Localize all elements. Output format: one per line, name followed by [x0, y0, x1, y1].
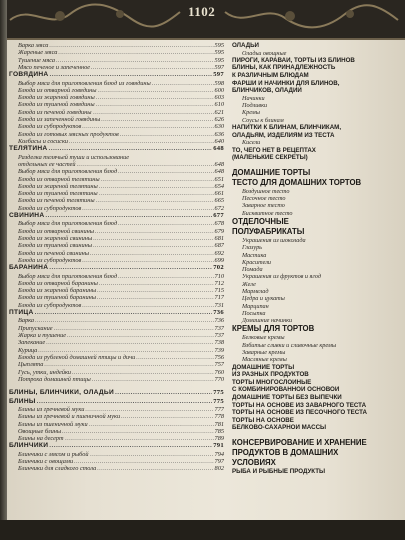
dot-leader [77, 161, 214, 168]
toc-entry: Заварное тесто [242, 202, 285, 210]
toc-section-heading [9, 389, 224, 397]
toc-entry: Белковые кремы [242, 334, 285, 342]
dot-leader [69, 138, 214, 145]
toc-entry-title: Цыплята [18, 361, 44, 369]
dot-leader [49, 442, 212, 450]
toc-entry [9, 458, 224, 465]
toc-page-number: 775 [213, 397, 224, 405]
header-ornament-band [0, 0, 405, 40]
toc-section-heading [9, 145, 224, 153]
toc-entry: Украшения из шоколада [242, 236, 306, 244]
dot-leader [62, 428, 213, 435]
dot-leader [54, 325, 214, 332]
toc-entry-title: Блюда из жареной телятины [18, 182, 98, 190]
toc-page-number: 677 [213, 212, 224, 220]
toc-entry [9, 220, 224, 227]
toc-page-number: 797 [214, 458, 224, 466]
toc-section-heading [9, 264, 224, 272]
toc-entry [9, 339, 224, 346]
toc-page-number: 678 [214, 220, 224, 228]
dot-leader [82, 123, 213, 130]
toc-section-heading: ДОМАШНИЕ ТОРТЫ БЕЗ ВЫПЕЧКИ [232, 394, 342, 402]
dot-leader [82, 257, 213, 264]
toc-page-number: 794 [214, 450, 224, 458]
toc-entry-title: Выбор мяса для приготовления блюд [18, 220, 118, 228]
dot-leader [49, 71, 212, 79]
toc-entry: Красители [242, 258, 271, 266]
toc-page-number: 802 [214, 465, 224, 473]
toc-entry-title: Мясо печеное и запеченное [18, 63, 91, 71]
toc-page-number: 636 [214, 130, 224, 138]
toc-entry [9, 161, 224, 168]
toc-entry: Песочное тесто [242, 195, 286, 203]
toc-entry-title: Блюда из готовых мясных продуктов [18, 130, 119, 138]
toc-page-number: 595 [214, 49, 224, 57]
toc-entry: Начинки [242, 94, 265, 102]
toc-section-heading: (МАЛЕНЬКИЕ СЕКРЕТЫ) [232, 154, 308, 162]
toc-entry [9, 94, 224, 101]
toc-entry-title: Припускание [18, 324, 53, 332]
toc-entry [9, 406, 224, 413]
toc-entry-title: БЛИНЫ, БЛИНЧИКИ, ОЛАДЬИ [9, 389, 114, 397]
toc-entry: Желе [242, 280, 256, 288]
toc-page-number: 595 [214, 42, 224, 49]
toc-page-number: 661 [214, 190, 224, 198]
toc-entry [9, 235, 224, 242]
dot-leader [93, 235, 213, 242]
toc-entry-title: Блюда из субпродуктов [18, 123, 82, 131]
toc-section-heading: БЛИНЧИКОВ, ОЛАДИЙ [232, 87, 302, 95]
toc-page-number: 778 [214, 413, 224, 421]
toc-chapter-heading: ПОЛУФАБРИКАТЫ [232, 226, 305, 236]
dot-leader [118, 168, 213, 175]
toc-section-heading [9, 398, 224, 406]
toc-entry-title: Гусь, утки, индейки [18, 368, 72, 376]
toc-entry-title: Тушение мяса [18, 56, 56, 64]
dot-leader [91, 64, 214, 71]
dot-leader [58, 49, 213, 56]
dot-leader [38, 347, 213, 354]
toc-page-number: 738 [214, 339, 224, 347]
toc-section-heading [9, 309, 224, 317]
toc-page-number: 702 [213, 264, 224, 272]
toc-section-heading: ОЛАДЬИ [232, 42, 260, 49]
toc-page-number: 791 [213, 442, 224, 450]
toc-entry-title: Блюда из запеченной говядины [18, 116, 101, 124]
dot-leader [49, 42, 213, 49]
toc-entry [9, 376, 224, 383]
toc-left-column [9, 42, 224, 473]
toc-entry [9, 49, 224, 56]
toc-page-number: 736 [213, 309, 224, 317]
toc-entry-title: Колбасы и сосиски [18, 137, 69, 145]
toc-entry-title: Блюда из тушеной баранины [18, 294, 96, 302]
toc-section-heading: ПИРОГИ, КАРАВАИ, ТОРТЫ ИЗ БЛИНОВ [232, 56, 355, 64]
toc-page-number: 781 [214, 420, 224, 428]
dot-leader [90, 250, 214, 257]
toc-entry-title: Блюда из отварной свинины [18, 227, 95, 235]
dot-leader [101, 116, 213, 123]
dot-leader [93, 109, 214, 116]
toc-page-number: 712 [214, 279, 224, 287]
toc-right-column [230, 42, 402, 476]
toc-entry-title: ГОВЯДИНА [9, 71, 49, 79]
toc-entry-title: Блюда из субпродуктов [18, 204, 82, 212]
toc-entry [9, 354, 224, 361]
toc-entry-title: Блюда из отварной говядины [18, 86, 97, 94]
toc-entry: Мастика [242, 251, 267, 259]
toc-entry [9, 154, 224, 161]
toc-chapter-heading: ДОМАШНИЕ ТОРТЫ [232, 167, 311, 177]
toc-section-heading [9, 442, 224, 450]
toc-entry-title: Овощные блины [18, 427, 62, 435]
dot-leader [120, 131, 214, 138]
toc-entry [9, 131, 224, 138]
toc-page-number: 630 [214, 123, 224, 131]
toc-entry-title: БЛИНЧИКИ [9, 442, 49, 450]
toc-entry [9, 183, 224, 190]
toc-section-heading: НАПИТКИ К БЛИНАМ, БЛИНЧИКАМ, [232, 124, 342, 132]
toc-entry [9, 273, 224, 280]
toc-page-number: 777 [214, 405, 224, 413]
toc-entry-title: Потроха домашней птицы [18, 375, 91, 383]
toc-page-number: 651 [214, 175, 224, 183]
dot-leader [93, 242, 213, 249]
toc-entry-title: Варка мяса [18, 42, 49, 49]
toc-entry [9, 190, 224, 197]
dot-leader [152, 80, 214, 87]
toc-entry [9, 109, 224, 116]
dot-leader [136, 354, 213, 361]
toc-section-heading: К РАЗЛИЧНЫМ БЛЮДАМ [232, 72, 309, 80]
dot-leader [96, 101, 214, 108]
toc-entry-title: Блюда из жареной баранины [18, 287, 97, 295]
toc-page-number: 640 [214, 137, 224, 145]
toc-entry [9, 361, 224, 368]
toc-entry-title: Блюда из тушеной говядины [18, 101, 95, 109]
toc-chapter-heading: КОНСЕРВИРОВАНИЕ И ХРАНЕНИЕ [232, 438, 367, 447]
toc-page-number: 600 [214, 86, 224, 94]
toc-entry-title: Блинчики с овощами [18, 458, 74, 466]
dot-leader [115, 389, 212, 397]
toc-entry: Оладьи овощные [242, 49, 287, 57]
dot-leader [99, 183, 214, 190]
dot-leader [101, 176, 214, 183]
toc-entry-title: Выбор мяса для приготовления блюд [18, 168, 118, 176]
toc-entry [9, 280, 224, 287]
toc-entry-title: Блюда из тушеной телятины [18, 190, 98, 198]
toc-entry [9, 80, 224, 87]
toc-section-heading: ТОРТЫ МНОГОСЛОЙНЫЕ [232, 378, 312, 386]
book-spine-edge [0, 0, 7, 540]
toc-page-number: 665 [214, 197, 224, 205]
dot-leader [99, 280, 214, 287]
dot-leader [92, 376, 214, 383]
toc-page-number: 610 [214, 101, 224, 109]
toc-entry [9, 325, 224, 332]
toc-entry: Взбитые сливки и сливочные кремы [242, 341, 337, 349]
dot-leader [96, 197, 214, 204]
toc-entry [9, 332, 224, 339]
toc-entry-title: Жарка и тушение [18, 332, 67, 340]
dot-leader [98, 87, 214, 94]
toc-entry-title: Блюда из печеной свинины [18, 249, 89, 257]
dot-leader [89, 421, 214, 428]
dot-leader [67, 332, 213, 339]
toc-page-number: 597 [213, 71, 224, 79]
toc-section-heading: ФАРШИ И НАЧИНКИ ДЛЯ БЛИНОВ, [232, 79, 340, 87]
toc-entry-title: Разделка телячьей туши и использование [18, 153, 130, 161]
toc-page-number: 739 [214, 346, 224, 354]
toc-section-heading: ТОРТЫ НА ОСНОВЕ ИЗ ПЕСОЧНОГО ТЕСТА [232, 409, 367, 417]
toc-entry-title: Блинчики для сладкого стола [18, 465, 97, 473]
toc-entry: Соусы к блинам [242, 116, 284, 124]
toc-entry [9, 205, 224, 212]
toc-entry-title: Блинчики с мясом и рыбой [18, 450, 89, 458]
toc-section-heading: БЛИНЫ, КАК ПРИНАДЛЕЖНОСТЬ [232, 64, 336, 72]
toc-page-number: 715 [214, 287, 224, 295]
toc-page-number: 760 [214, 368, 224, 376]
toc-entry: Украшения из фруктов и ягод [242, 273, 321, 281]
toc-page-number: 648 [214, 168, 224, 176]
toc-entry-title: Блюда из отварной телятины [18, 175, 100, 183]
toc-entry [9, 302, 224, 309]
toc-entry: Глазурь [242, 244, 263, 252]
toc-entry [9, 168, 224, 175]
page-number: 1102 [188, 4, 216, 19]
toc-entry: Мармелад [242, 287, 269, 295]
dot-leader [56, 57, 213, 64]
toc-page-number: 699 [214, 256, 224, 264]
dot-leader [49, 264, 212, 272]
dot-leader [82, 302, 213, 309]
dot-leader [46, 339, 213, 346]
dot-leader [97, 287, 213, 294]
toc-page-number: 679 [214, 227, 224, 235]
footer-ornament-band [0, 520, 405, 540]
dot-leader [85, 406, 213, 413]
toc-entry [9, 123, 224, 130]
dot-leader [45, 212, 212, 220]
toc-section-heading [9, 71, 224, 79]
toc-entry-title: БАРАНИНА [9, 264, 49, 272]
toc-entry-title: Блюда из печеной телятины [18, 197, 95, 205]
toc-entry [9, 257, 224, 264]
toc-entry [9, 228, 224, 235]
toc-entry-title: ТЕЛЯТИНА [9, 145, 48, 153]
toc-entry [9, 138, 224, 145]
dot-leader [72, 369, 213, 376]
toc-entry [9, 287, 224, 294]
toc-entry-title: Блины на десерт [18, 435, 64, 443]
toc-entry-title: Курица [18, 346, 38, 354]
toc-chapter-heading: ПРОДУКТОВ В ДОМАШНИХ [232, 448, 339, 457]
toc-page-number: 687 [214, 242, 224, 250]
toc-section-heading: ИЗ РАЗНЫХ ПРОДУКТОВ [232, 371, 309, 379]
toc-page-number: 756 [214, 353, 224, 361]
toc-entry-title: Жареные мяса [18, 49, 58, 57]
toc-entry-title: БЛИНЫ [9, 397, 36, 405]
toc-entry [9, 421, 224, 428]
toc-entry-title: Блюда из жареной свинины [18, 235, 93, 242]
toc-page-number: 654 [214, 182, 224, 190]
toc-entry [9, 101, 224, 108]
toc-entry-title: Блюда из отварной баранины [18, 279, 98, 287]
toc-page-number: 621 [214, 108, 224, 116]
toc-chapter-heading: ТЕСТО ДЛЯ ДОМАШНИХ ТОРТОВ [232, 177, 362, 187]
toc-chapter-heading: ОТДЕЛОЧНЫЕ [232, 216, 289, 226]
toc-page-number: 737 [214, 324, 224, 332]
toc-page-number: 775 [213, 389, 224, 397]
dot-leader [44, 361, 213, 368]
dot-leader [95, 228, 214, 235]
toc-entry [9, 87, 224, 94]
toc-entry: Помада [242, 266, 263, 274]
dot-leader [118, 220, 213, 227]
toc-section-heading: БЕЛКОВО-САХАРНОЙ МАССЫ [232, 424, 327, 432]
toc-entry [9, 250, 224, 257]
toc-entry-title: Блины из гречневой и пшеничной муки [18, 413, 121, 421]
dot-leader [82, 205, 213, 212]
toc-entry [9, 57, 224, 64]
dot-leader [74, 458, 213, 465]
toc-page-number: 757 [214, 361, 224, 369]
toc-entry [9, 294, 224, 301]
toc-entry: Заварные кремы [242, 349, 286, 357]
toc-entry [9, 242, 224, 249]
toc-page-number: 785 [214, 427, 224, 435]
dot-leader [121, 413, 213, 420]
toc-entry-title: Блюда из субпродуктов [18, 256, 82, 264]
toc-entry-title: Блюда из тушеной свинины [18, 242, 93, 250]
toc-entry-title: Запекание [18, 339, 46, 347]
toc-page-number: 692 [214, 249, 224, 257]
toc-page-number: 598 [214, 79, 224, 87]
toc-entry [9, 413, 224, 420]
toc-section-heading: ДОМАШНИЕ ТОРТЫ [232, 363, 295, 371]
toc-entry [9, 116, 224, 123]
toc-section-heading: ТОРТЫ НА ОСНОВЕ [232, 416, 294, 424]
toc-page-number: 648 [213, 145, 224, 153]
toc-page-number: 597 [214, 63, 224, 71]
dot-leader [35, 317, 213, 324]
toc-page-number: 717 [214, 294, 224, 302]
dot-leader [48, 145, 212, 153]
toc-entry [9, 369, 224, 376]
toc-entry: Кремы [242, 109, 260, 117]
toc-entry [9, 317, 224, 324]
toc-entry [9, 42, 224, 49]
dot-leader [65, 435, 214, 442]
toc-section-heading: ТОРТЫ НА ОСНОВЕ ИЗ ЗАВАРНОГО ТЕСТА [232, 401, 367, 409]
toc-entry: Посыпка [242, 309, 266, 317]
toc-entry [9, 428, 224, 435]
toc-entry-title: Варка [18, 317, 35, 325]
toc-entry-title: Блюда из жареной говядины [18, 94, 95, 102]
toc-entry-title: Выбор мяса для приготовления блюд [18, 272, 118, 280]
dot-leader [97, 465, 213, 472]
dot-leader [37, 398, 213, 406]
toc-page-number: 595 [214, 56, 224, 64]
dot-leader [35, 309, 213, 317]
toc-page-number: 737 [214, 332, 224, 340]
toc-entry-title: отдельных ее частей [18, 160, 76, 168]
toc-page-number: 731 [214, 301, 224, 309]
toc-entry [9, 176, 224, 183]
toc-entry-title: Блюда из печеной говядины [18, 108, 92, 116]
toc-page-number: 770 [214, 375, 224, 383]
toc-page-number: 789 [214, 435, 224, 443]
dot-leader [99, 190, 214, 197]
toc-entry-title: Блюда из субпродуктов [18, 301, 82, 309]
toc-page-number: 626 [214, 116, 224, 124]
toc-entry [9, 451, 224, 458]
toc-entry: Домашние начинки [242, 317, 293, 325]
toc-section-heading: ОЛАДЬЯМ, ИЗДЕЛИЯМ ИЗ ТЕСТА [232, 131, 335, 139]
toc-section-heading: С КОМБИНИРОВАННОЙ ОСНОВОЙ [232, 386, 340, 394]
toc-entry: Марципан [242, 302, 269, 310]
toc-page-number: 672 [214, 204, 224, 212]
toc-entry: Подливки [242, 102, 268, 110]
toc-entry-title: Блины из гречневой муки [18, 405, 85, 413]
toc-chapter-heading: УСЛОВИЯХ [232, 458, 276, 467]
toc-entry [9, 347, 224, 354]
toc-entry-title: СВИНИНА [9, 212, 45, 220]
dot-leader [118, 273, 213, 280]
toc-section-heading: РЫБА И РЫБНЫЕ ПРОДУКТЫ [232, 468, 326, 475]
toc-entry [9, 465, 224, 472]
dot-leader [90, 451, 214, 458]
toc-entry [9, 435, 224, 442]
toc-entry: Бисквитное тесто [242, 209, 293, 217]
toc-chapter-heading: КРЕМЫ ДЛЯ ТОРТОВ [232, 324, 315, 334]
toc-page-number: 681 [214, 235, 224, 242]
toc-entry [9, 197, 224, 204]
dot-leader [97, 294, 214, 301]
toc-entry: Кисели [242, 139, 261, 147]
toc-page-number: 710 [214, 272, 224, 280]
toc-entry-title: Блюда из рубленой домашней птицы и дичи [18, 353, 136, 361]
toc-page-number: 648 [214, 160, 224, 168]
toc-entry: Воздушное тесто [242, 187, 290, 195]
toc-entry-title: Блины из пшеничной муки [18, 420, 88, 428]
toc-section-heading: ТО, ЧЕГО НЕТ В РЕЦЕПТАХ [232, 146, 316, 154]
toc-entry: Масляные кремы [242, 356, 287, 364]
toc-entry: Цедра и цукаты [242, 295, 285, 303]
toc-entry-title: Выбор мяса для приготовления блюд из говядины [18, 79, 151, 87]
toc-entry [9, 64, 224, 71]
toc-page-number: 736 [214, 317, 224, 325]
dot-leader [96, 94, 214, 101]
toc-entry-title: ПТИЦА [9, 309, 34, 317]
toc-section-heading [9, 212, 224, 220]
toc-page-number: 603 [214, 94, 224, 102]
